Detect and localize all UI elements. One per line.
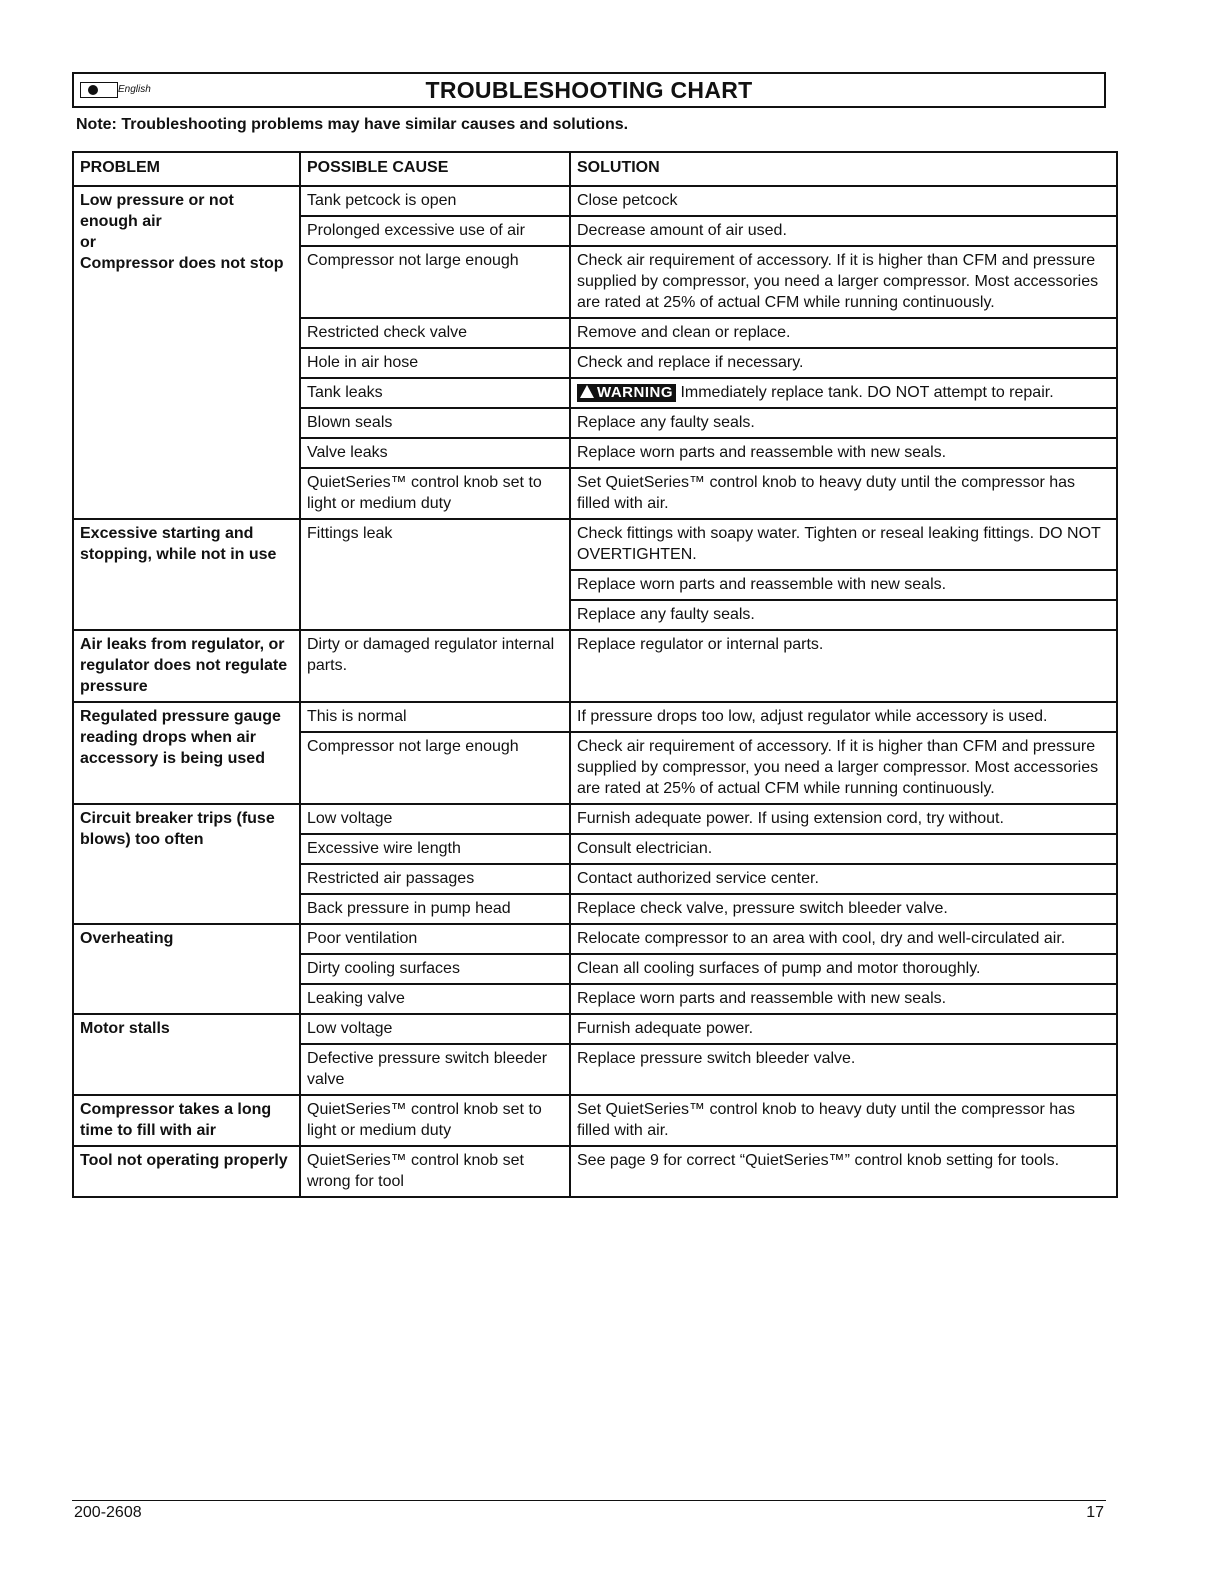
solution-cell: Close petcock bbox=[570, 186, 1117, 216]
page-number: 17 bbox=[1086, 1504, 1104, 1521]
cause-cell: QuietSeries™ control knob set wrong for tool bbox=[300, 1146, 570, 1197]
cause-cell: Restricted air passages bbox=[300, 864, 570, 894]
solution-cell: Check air requirement of accessory. If it is higher than CFM and pressure supplied by compressor, you need a larger compressor. Most accessories are rated at 25% of actual CFM while running continuously. bbox=[570, 246, 1117, 318]
cause-cell: This is normal bbox=[300, 702, 570, 732]
cause-cell: Low voltage bbox=[300, 804, 570, 834]
cause-cell: Compressor not large enough bbox=[300, 732, 570, 804]
cause-cell: Excessive wire length bbox=[300, 834, 570, 864]
problem-text: Low pressure or not enough air or Compressor does not stop bbox=[80, 192, 284, 272]
problem-cell: Overheating bbox=[73, 924, 300, 1014]
cause-cell: Hole in air hose bbox=[300, 348, 570, 378]
solution-cell: Replace check valve, pressure switch bleeder valve. bbox=[570, 894, 1117, 924]
table-row bbox=[73, 1014, 1117, 1044]
cause-cell: Poor ventilation bbox=[300, 924, 570, 954]
document-number: 200-2608 bbox=[74, 1504, 142, 1521]
cause-cell: Tank leaks bbox=[300, 378, 570, 408]
solution-cell: Check fittings with soapy water. Tighten or reseal leaking fittings. DO NOT OVERTIGHTEN. bbox=[570, 519, 1117, 570]
solution-cell: Contact authorized service center. bbox=[570, 864, 1117, 894]
solution-cell: Replace any faulty seals. bbox=[570, 408, 1117, 438]
solution-cell: Replace pressure switch bleeder valve. bbox=[570, 1044, 1117, 1095]
solution-cell: Furnish adequate power. bbox=[570, 1014, 1117, 1044]
cause-cell: Defective pressure switch bleeder valve bbox=[300, 1044, 570, 1095]
solution-cell: Set QuietSeries™ control knob to heavy duty until the compressor has filled with air. bbox=[570, 468, 1117, 519]
column-header-solution: SOLUTION bbox=[570, 152, 1117, 186]
solution-cell: Replace worn parts and reassemble with new seals. bbox=[570, 984, 1117, 1014]
table-row bbox=[73, 186, 1117, 216]
cause-cell: Dirty or damaged regulator internal parts. bbox=[300, 630, 570, 702]
cause-cell: Compressor not large enough bbox=[300, 246, 570, 318]
problem-cell: Regulated pressure gauge reading drops when air accessory is being used bbox=[73, 702, 300, 804]
cause-cell: Leaking valve bbox=[300, 984, 570, 1014]
solution-cell: See page 9 for correct “QuietSeries™” control knob setting for tools. bbox=[570, 1146, 1117, 1197]
solution-cell: If pressure drops too low, adjust regulator while accessory is used. bbox=[570, 702, 1117, 732]
cause-cell: Restricted check valve bbox=[300, 318, 570, 348]
solution-cell: Clean all cooling surfaces of pump and motor thoroughly. bbox=[570, 954, 1117, 984]
solution-cell: Replace regulator or internal parts. bbox=[570, 630, 1117, 702]
cause-cell: QuietSeries™ control knob set to light or medium duty bbox=[300, 1095, 570, 1146]
cause-cell: Low voltage bbox=[300, 1014, 570, 1044]
column-header-problem: PROBLEM bbox=[73, 152, 300, 186]
table-row bbox=[73, 702, 1117, 732]
solution-cell: Check and replace if necessary. bbox=[570, 348, 1117, 378]
cause-cell: Back pressure in pump head bbox=[300, 894, 570, 924]
solution-cell: Furnish adequate power. If using extension cord, try without. bbox=[570, 804, 1117, 834]
table-header-row bbox=[73, 152, 1117, 186]
solution-cell bbox=[570, 378, 1117, 408]
page-title: TROUBLESHOOTING CHART bbox=[425, 77, 753, 103]
table-row bbox=[73, 1095, 1117, 1146]
solution-cell: Decrease amount of air used. bbox=[570, 216, 1117, 246]
solution-cell: Remove and clean or replace. bbox=[570, 318, 1117, 348]
note-text: Note: Troubleshooting problems may have similar causes and solutions. bbox=[76, 116, 629, 133]
cause-cell: Fittings leak bbox=[300, 519, 570, 630]
problem-cell: Air leaks from regulator, or regulator does not regulate pressure bbox=[73, 630, 300, 702]
cause-cell: Valve leaks bbox=[300, 438, 570, 468]
solution-cell: Relocate compressor to an area with cool, dry and well-circulated air. bbox=[570, 924, 1117, 954]
column-header-cause: POSSIBLE CAUSE bbox=[300, 152, 570, 186]
cause-cell: Dirty cooling surfaces bbox=[300, 954, 570, 984]
solution-cell: Replace worn parts and reassemble with new seals. bbox=[570, 570, 1117, 600]
cause-cell: Blown seals bbox=[300, 408, 570, 438]
table-row bbox=[73, 804, 1117, 834]
table-row bbox=[73, 630, 1117, 702]
cause-cell: Prolonged excessive use of air bbox=[300, 216, 570, 246]
table-row bbox=[73, 1146, 1117, 1197]
warning-badge bbox=[577, 384, 676, 402]
table-row bbox=[73, 519, 1117, 570]
problem-cell bbox=[73, 186, 300, 519]
solution-cell: Set QuietSeries™ control knob to heavy duty until the compressor has filled with air. bbox=[570, 1095, 1117, 1146]
problem-cell: Compressor takes a long time to fill with air bbox=[73, 1095, 300, 1146]
table-row bbox=[73, 924, 1117, 954]
solution-cell: Check air requirement of accessory. If it is higher than CFM and pressure supplied by compressor, you need a larger compressor. Most accessories are rated at 25% of actual CFM while running continuously. bbox=[570, 732, 1117, 804]
language-label: English bbox=[118, 84, 151, 95]
problem-cell: Tool not operating properly bbox=[73, 1146, 300, 1197]
troubleshooting-table bbox=[72, 151, 1118, 1198]
warning-triangle-icon bbox=[580, 385, 594, 398]
solution-cell: Replace any faulty seals. bbox=[570, 600, 1117, 630]
solution-text: Immediately replace tank. DO NOT attempt to repair. bbox=[680, 384, 1054, 401]
problem-cell: Excessive starting and stopping, while not in use bbox=[73, 519, 300, 630]
cause-cell: QuietSeries™ control knob set to light or medium duty bbox=[300, 468, 570, 519]
cause-cell: Tank petcock is open bbox=[300, 186, 570, 216]
solution-cell: Consult electrician. bbox=[570, 834, 1117, 864]
warning-label: WARNING bbox=[597, 384, 673, 401]
problem-cell: Circuit breaker trips (fuse blows) too often bbox=[73, 804, 300, 924]
solution-cell: Replace worn parts and reassemble with new seals. bbox=[570, 438, 1117, 468]
chart-header bbox=[72, 72, 1106, 108]
problem-cell: Motor stalls bbox=[73, 1014, 300, 1095]
footer-rule bbox=[72, 1500, 1106, 1501]
